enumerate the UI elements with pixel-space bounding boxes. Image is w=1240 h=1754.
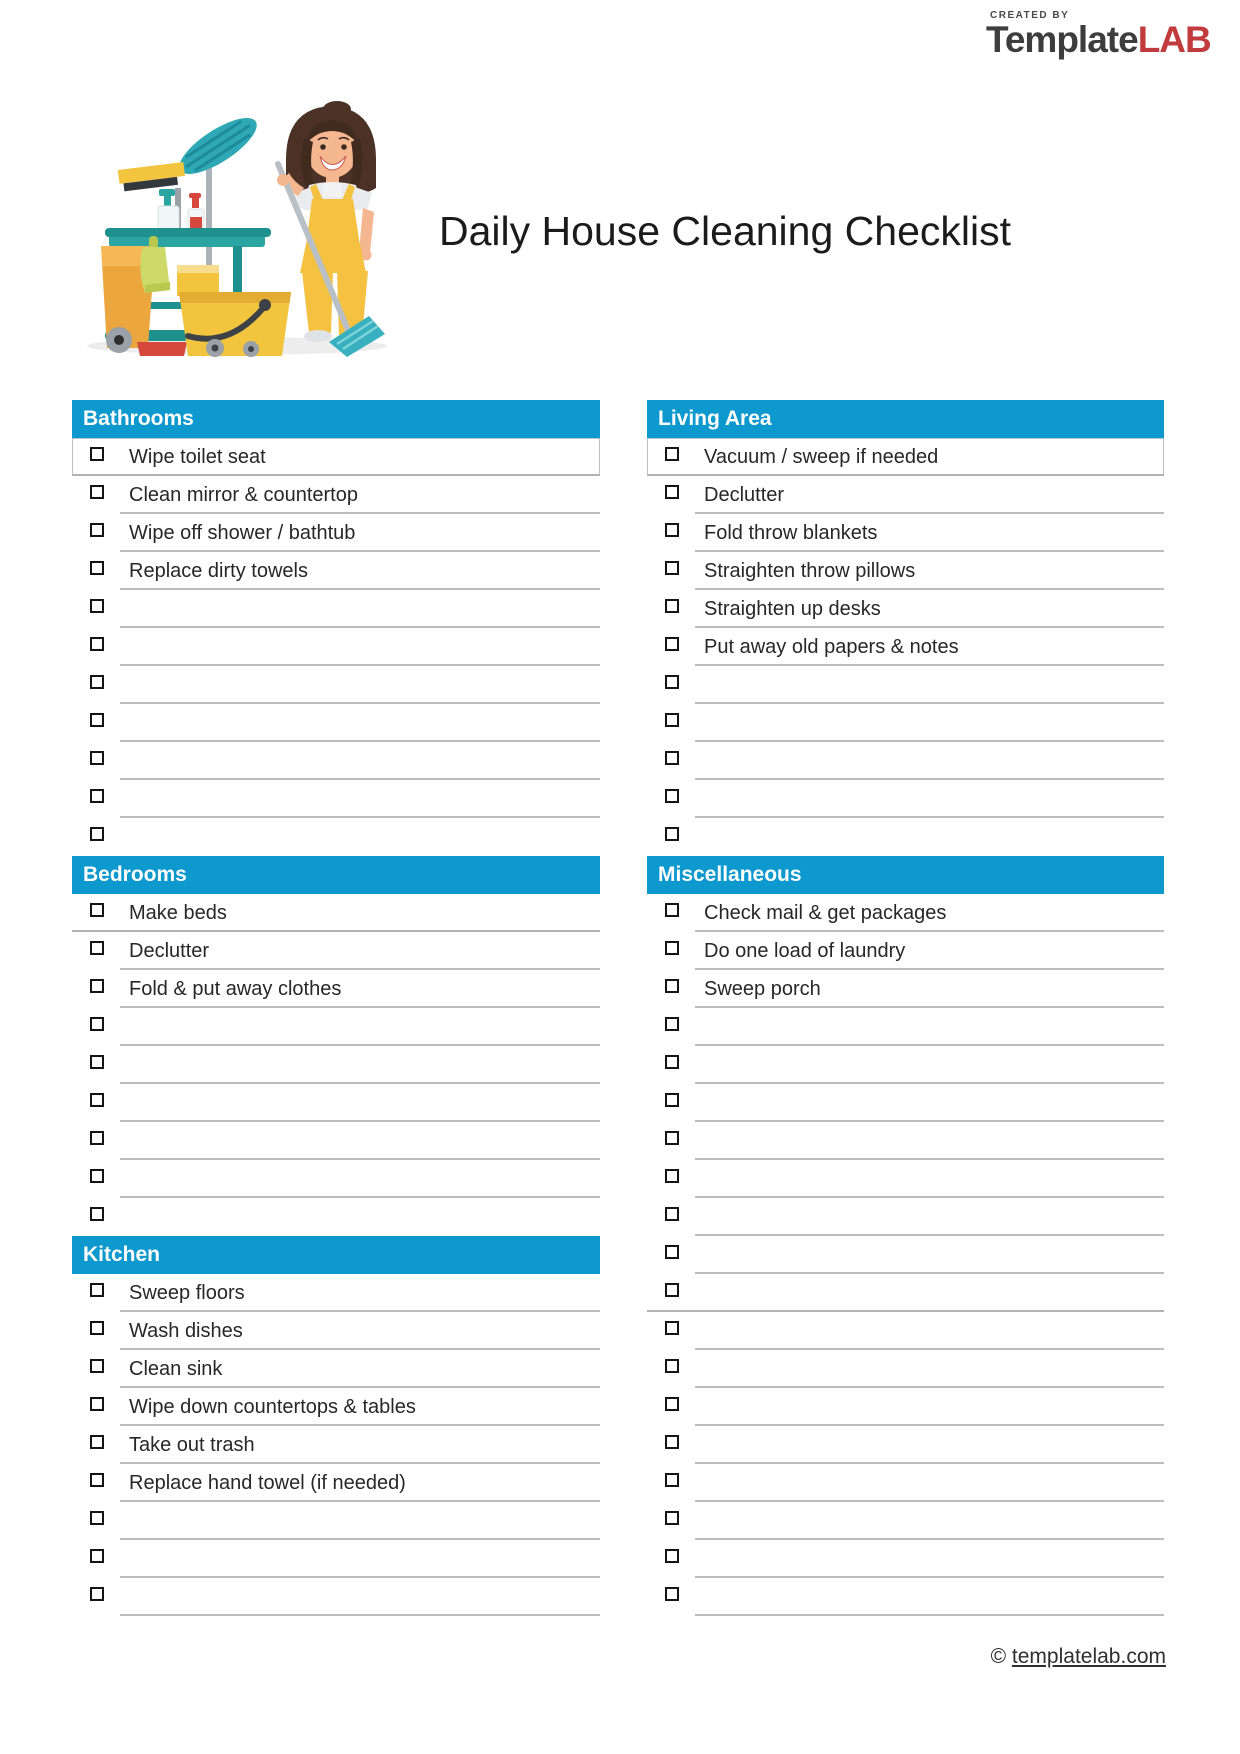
item-label: Vacuum / sweep if needed	[704, 446, 939, 468]
checkbox[interactable]	[90, 675, 104, 689]
checklist-row	[72, 1464, 600, 1502]
checkbox[interactable]	[90, 941, 104, 955]
templatelab-link[interactable]: templatelab.com	[1011, 1645, 1166, 1668]
logo-brand-primary: Template	[986, 19, 1138, 60]
checkbox[interactable]	[665, 1587, 679, 1601]
item-label: Clean mirror & countertop	[129, 484, 358, 506]
checklist-row	[647, 628, 1164, 666]
checklist-row	[72, 1046, 600, 1084]
checkbox[interactable]	[665, 447, 679, 461]
checklist-row	[647, 1578, 1164, 1616]
section-header-bathrooms: Bathrooms	[72, 400, 600, 438]
item-label: Wash dishes	[129, 1320, 243, 1342]
checklist-row	[647, 704, 1164, 742]
checkbox[interactable]	[90, 1511, 104, 1525]
checkbox[interactable]	[665, 1283, 679, 1297]
checklist-row	[647, 514, 1164, 552]
checkbox[interactable]	[90, 447, 104, 461]
checklist-row	[72, 1198, 600, 1236]
checklist-row	[72, 780, 600, 818]
checklist-row	[647, 552, 1164, 590]
item-label: Sweep floors	[129, 1282, 245, 1304]
checkbox[interactable]	[665, 1511, 679, 1525]
item-label: Sweep porch	[704, 978, 821, 1000]
section-header-bedrooms: Bedrooms	[72, 856, 600, 894]
checklist-row	[72, 1426, 600, 1464]
section-bathrooms	[72, 400, 600, 856]
item-label: Wipe toilet seat	[129, 446, 266, 468]
checklist-row	[647, 1084, 1164, 1122]
checkbox[interactable]	[665, 1131, 679, 1145]
checklist-row	[647, 818, 1164, 856]
checklist-row	[72, 1388, 600, 1426]
item-label: Wipe down countertops & tables	[129, 1396, 416, 1418]
fill-in-line[interactable]	[695, 1614, 1164, 1616]
checkbox[interactable]	[665, 561, 679, 575]
page-title: Daily House Cleaning Checklist	[439, 208, 1011, 254]
checkbox[interactable]	[665, 903, 679, 917]
checkbox[interactable]	[90, 1131, 104, 1145]
checklist-row	[647, 1046, 1164, 1084]
checklist-row	[647, 1502, 1164, 1540]
templatelab-logo	[986, 10, 1211, 60]
checklist-row	[647, 1198, 1164, 1236]
section-header-miscellaneous: Miscellaneous	[647, 856, 1164, 894]
item-label: Replace hand towel (if needed)	[129, 1472, 406, 1494]
column-right	[647, 400, 1164, 1616]
footer	[991, 1645, 1166, 1669]
checkbox[interactable]	[665, 1055, 679, 1069]
checkbox[interactable]	[665, 1169, 679, 1183]
checkbox[interactable]	[665, 675, 679, 689]
checkbox[interactable]	[665, 1549, 679, 1563]
checklist-row	[647, 970, 1164, 1008]
checklist-row	[72, 438, 600, 476]
checkbox[interactable]	[90, 789, 104, 803]
checkbox[interactable]	[665, 1359, 679, 1373]
checklist-row	[647, 1350, 1164, 1388]
section-bedrooms	[72, 856, 600, 1236]
checkbox[interactable]	[665, 599, 679, 613]
checklist-row	[647, 476, 1164, 514]
checkbox[interactable]	[90, 1283, 104, 1297]
checkbox[interactable]	[665, 485, 679, 499]
checkbox[interactable]	[90, 523, 104, 537]
section-header-kitchen: Kitchen	[72, 1236, 600, 1274]
checkbox[interactable]	[665, 979, 679, 993]
checklist-row	[72, 894, 600, 932]
checkbox[interactable]	[665, 1321, 679, 1335]
checklist-row	[647, 1464, 1164, 1502]
checkbox[interactable]	[90, 1549, 104, 1563]
checklist-row	[72, 1160, 600, 1198]
logo-created-by: CREATED BY	[990, 10, 1070, 21]
checklist-row	[72, 1122, 600, 1160]
checkbox[interactable]	[665, 1397, 679, 1411]
checklist-row	[72, 742, 600, 780]
copyright-symbol: ©	[990, 1645, 1007, 1668]
checklist-row	[647, 1274, 1164, 1312]
checklist-row	[647, 1236, 1164, 1274]
item-label: Straighten throw pillows	[704, 560, 916, 582]
checkbox[interactable]	[665, 1245, 679, 1259]
checklist-row	[72, 1350, 600, 1388]
fill-in-line[interactable]	[120, 1614, 600, 1616]
checklist-row	[72, 476, 600, 514]
column-left	[72, 400, 600, 1616]
section-miscellaneous	[647, 856, 1164, 1616]
checklist-row	[72, 1312, 600, 1350]
checkbox[interactable]	[90, 1169, 104, 1183]
checkbox[interactable]	[90, 713, 104, 727]
checkbox[interactable]	[665, 1207, 679, 1221]
checklist-row	[72, 932, 600, 970]
checklist-row	[647, 1160, 1164, 1198]
checklist-row	[647, 1426, 1164, 1464]
checkbox[interactable]	[90, 751, 104, 765]
checkbox[interactable]	[90, 485, 104, 499]
checklist-row	[647, 894, 1164, 932]
checkbox[interactable]	[665, 1473, 679, 1487]
checkbox[interactable]	[90, 637, 104, 651]
checklist-row	[647, 666, 1164, 704]
checkbox[interactable]	[665, 523, 679, 537]
checkbox[interactable]	[90, 1435, 104, 1449]
checkbox[interactable]	[90, 1397, 104, 1411]
checklist-row	[647, 1122, 1164, 1160]
checkbox[interactable]	[90, 1321, 104, 1335]
checklist-row	[72, 1502, 600, 1540]
checkbox[interactable]	[90, 827, 104, 841]
item-label: Fold throw blankets	[704, 522, 878, 544]
checklist-row	[72, 1008, 600, 1046]
checkbox[interactable]	[90, 599, 104, 613]
item-label: Clean sink	[129, 1358, 223, 1380]
checklist-row	[647, 780, 1164, 818]
checklist-row	[72, 704, 600, 742]
checkbox[interactable]	[665, 751, 679, 765]
checkbox[interactable]	[665, 1017, 679, 1031]
checklist-row	[647, 590, 1164, 628]
checkbox[interactable]	[90, 561, 104, 575]
item-label: Wipe off shower / bathtub	[129, 522, 356, 544]
item-label: Put away old papers & notes	[704, 636, 959, 658]
logo-brand-accent: LAB	[1137, 19, 1211, 60]
checklist-row	[72, 1578, 600, 1616]
item-label: Straighten up desks	[704, 598, 881, 620]
checklist-row	[72, 628, 600, 666]
item-label: Make beds	[129, 902, 227, 924]
checkbox[interactable]	[665, 713, 679, 727]
checklist-row	[72, 1540, 600, 1578]
checkbox[interactable]	[90, 1055, 104, 1069]
checklist-row	[72, 666, 600, 704]
checkbox[interactable]	[665, 637, 679, 651]
checklist-row	[72, 970, 600, 1008]
item-label: Take out trash	[129, 1434, 255, 1456]
checklist-row	[72, 552, 600, 590]
checklist-row	[72, 1274, 600, 1312]
cleaning-person	[281, 101, 376, 347]
item-label: Fold & put away clothes	[129, 978, 342, 1000]
section-living-area	[647, 400, 1164, 856]
checklist-row	[647, 742, 1164, 780]
checkbox[interactable]	[90, 1207, 104, 1221]
checklist-row	[647, 1540, 1164, 1578]
checkbox[interactable]	[90, 1359, 104, 1373]
item-label: Do one load of laundry	[704, 940, 906, 962]
section-header-living-area: Living Area	[647, 400, 1164, 438]
checklist-row	[647, 1388, 1164, 1426]
checklist-row	[72, 818, 600, 856]
cleaning-illustration	[85, 96, 391, 358]
checklist-row	[72, 590, 600, 628]
section-kitchen	[72, 1236, 600, 1616]
checkbox[interactable]	[665, 1435, 679, 1449]
item-label: Check mail & get packages	[704, 902, 947, 924]
checklist-row	[647, 932, 1164, 970]
checklist-row	[647, 1312, 1164, 1350]
item-label: Declutter	[129, 940, 210, 962]
checkbox[interactable]	[665, 827, 679, 841]
logo-brand	[986, 21, 1211, 60]
checkbox[interactable]	[665, 941, 679, 955]
checklist-row	[647, 1008, 1164, 1046]
checkbox[interactable]	[90, 1587, 104, 1601]
checkbox[interactable]	[90, 1093, 104, 1107]
item-label: Replace dirty towels	[129, 560, 308, 582]
cleaning-cart	[101, 108, 291, 357]
checkbox[interactable]	[90, 1473, 104, 1487]
checklist-row	[72, 514, 600, 552]
checklist-row	[647, 438, 1164, 476]
checkbox[interactable]	[665, 789, 679, 803]
checklist-row	[72, 1084, 600, 1122]
item-label: Declutter	[704, 484, 785, 506]
checkbox[interactable]	[665, 1093, 679, 1107]
checkbox[interactable]	[90, 903, 104, 917]
checkbox[interactable]	[90, 1017, 104, 1031]
checkbox[interactable]	[90, 979, 104, 993]
